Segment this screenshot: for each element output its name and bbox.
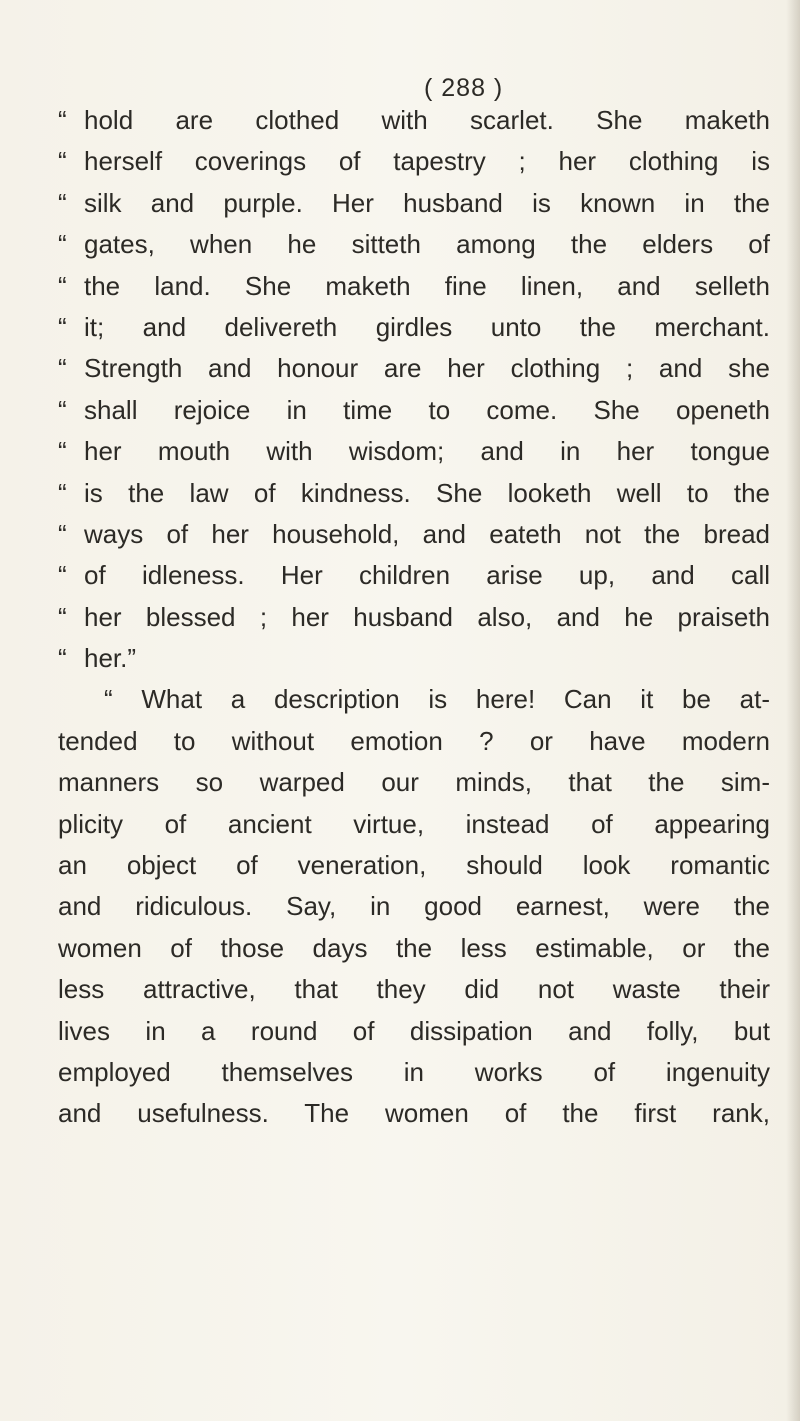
line-text: herself coverings of tapestry ; her clothing is xyxy=(84,146,770,177)
line-text: an object of veneration, should look romantic xyxy=(58,850,770,881)
page-edge-shadow xyxy=(786,0,800,1421)
paragraph-start-line xyxy=(58,679,770,720)
text-line xyxy=(58,762,770,803)
line-text: ways of her household, and eateth not the bread xyxy=(84,518,770,549)
line-text: manners so warped our minds, that the sim- xyxy=(58,767,770,798)
text-line xyxy=(58,224,770,265)
text-line xyxy=(58,969,770,1010)
line-text: Strength and honour are her clothing ; and she xyxy=(84,353,770,384)
quote-mark: “ xyxy=(58,105,67,135)
line-text: women of those days the less estimable, or the xyxy=(58,932,770,963)
quote-mark: “ xyxy=(58,394,67,425)
line-text: less attractive, that they did not waste their xyxy=(58,974,770,1005)
quote-mark: “ xyxy=(58,270,67,301)
text-line xyxy=(58,555,770,596)
line-text: and ridiculous. Say, in good earnest, were the xyxy=(58,891,770,922)
text-line xyxy=(58,1093,770,1134)
line-text: her.” xyxy=(84,643,137,674)
line-text: “ What a description is here! Can it be at- xyxy=(104,684,770,715)
text-line xyxy=(58,473,770,514)
text-line xyxy=(58,183,770,224)
text-line xyxy=(58,141,770,182)
text-line xyxy=(58,348,770,389)
text-line xyxy=(58,597,770,638)
line-text: the land. She maketh fine linen, and selleth xyxy=(84,270,770,301)
line-text: employed themselves in works of ingenuity xyxy=(58,1056,770,1087)
quote-mark: “ xyxy=(58,601,67,632)
line-text: her mouth with wisdom; and in her tongue xyxy=(84,436,770,467)
quote-mark: “ xyxy=(58,311,67,342)
text-line xyxy=(58,638,770,679)
text-line xyxy=(58,1052,770,1093)
page-number: ( 288 ) xyxy=(424,74,504,102)
text-block xyxy=(58,100,770,1135)
quote-mark: “ xyxy=(58,353,67,384)
quote-mark: “ xyxy=(58,477,67,508)
line-text: hold are clothed with scarlet. She maketh xyxy=(84,105,770,135)
line-text: lives in a round of dissipation and folly, but xyxy=(58,1015,770,1046)
line-text: and usefulness. The women of the first rank, xyxy=(58,1098,770,1129)
text-line xyxy=(58,928,770,969)
line-text: tended to without emotion ? or have modern xyxy=(58,725,770,756)
quote-mark: “ xyxy=(58,146,67,177)
text-line xyxy=(58,390,770,431)
text-line xyxy=(58,100,770,141)
text-line xyxy=(58,721,770,762)
quote-mark: “ xyxy=(58,518,67,549)
text-line xyxy=(58,307,770,348)
quote-mark: “ xyxy=(58,643,67,674)
text-line xyxy=(58,886,770,927)
line-text: gates, when he sitteth among the elders of xyxy=(84,229,770,260)
text-line xyxy=(58,845,770,886)
line-text: it; and delivereth girdles unto the merchant. xyxy=(84,311,770,342)
line-text: plicity of ancient virtue, instead of appearing xyxy=(58,808,770,839)
quote-mark: “ xyxy=(58,229,67,260)
line-text: shall rejoice in time to come. She openeth xyxy=(84,394,770,425)
line-text: her blessed ; her husband also, and he praiseth xyxy=(84,601,770,632)
text-line xyxy=(58,431,770,472)
quote-mark: “ xyxy=(58,560,67,591)
line-text: of idleness. Her children arise up, and call xyxy=(84,560,770,591)
line-text: is the law of kindness. She looketh well to the xyxy=(84,477,770,508)
text-line xyxy=(58,266,770,307)
text-line xyxy=(58,1011,770,1052)
quote-mark: “ xyxy=(58,436,67,467)
text-line xyxy=(58,514,770,555)
line-text: silk and purple. Her husband is known in the xyxy=(84,187,770,218)
quote-mark: “ xyxy=(58,187,67,218)
text-line xyxy=(58,804,770,845)
